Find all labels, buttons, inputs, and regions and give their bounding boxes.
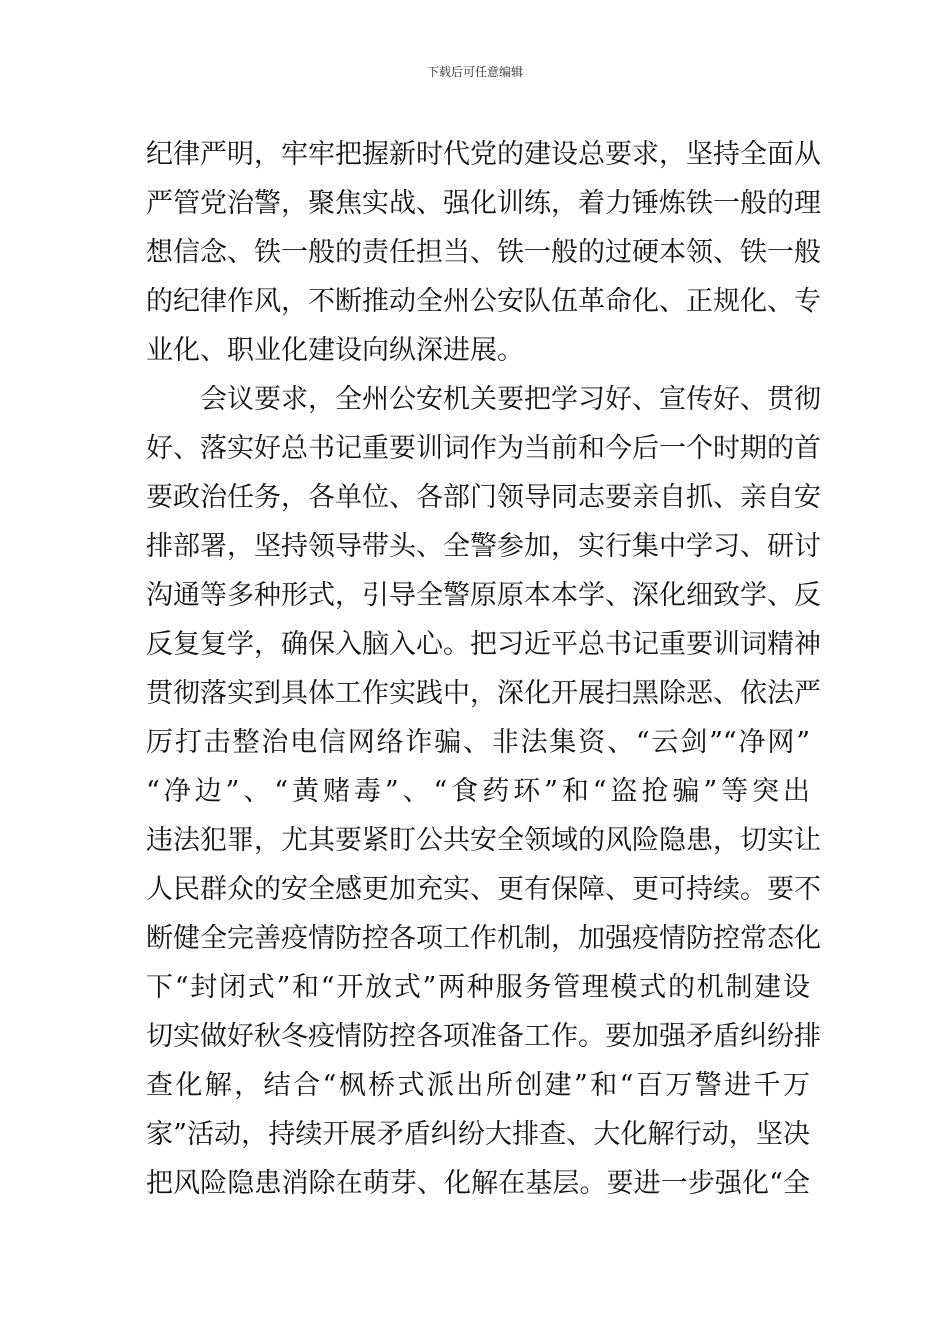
text-line: 要政治任务，各单位、各部门领导同志要亲自抓、亲自安 bbox=[146, 482, 821, 513]
document-body bbox=[146, 130, 821, 1208]
text-line: 把风险隐患消除在萌芽、化解在基层。要进一步强化“全 bbox=[146, 1168, 810, 1199]
text-line: 家”活动，持续开展矛盾纠纷大排查、大化解行动，坚决 bbox=[146, 1119, 810, 1150]
text-line: 断健全完善疫情防控各项工作机制，加强疫情防控常态化 bbox=[146, 923, 821, 954]
text-line: 的纪律作风，不断推动全州公安队伍革命化、正规化、专 bbox=[146, 286, 821, 317]
text-line: 人民群众的安全感更加充实、更有保障、更可持续。要不 bbox=[146, 874, 821, 905]
text-line: 反复复学，确保入脑入心。把习近平总书记重要训词精神 bbox=[146, 629, 821, 660]
text-line: 排部署，坚持领导带头、全警参加，实行集中学习、研讨 bbox=[146, 531, 821, 562]
text-line: 厉打击整治电信网络诈骗、非法集资、“云剑”“净网” bbox=[146, 727, 810, 758]
text-line: 想信念、铁一般的责任担当、铁一般的过硬本领、铁一般 bbox=[146, 237, 821, 268]
text-line: 好、落实好总书记重要训词作为当前和今后一个时期的首 bbox=[146, 433, 821, 464]
text-line: 下“封闭式”和“开放式”两种服务管理模式的机制建设 bbox=[146, 972, 810, 1003]
text-line: 贯彻落实到具体工作实践中，深化开展扫黑除恶、依法严 bbox=[146, 678, 821, 709]
page-header-note: 下载后可任意编辑 bbox=[426, 65, 523, 79]
text-line: 切实做好秋冬疫情防控各项准备工作。要加强矛盾纠纷排 bbox=[146, 1021, 821, 1052]
text-line: “净边”、“黄赌毒”、“食药环”和“盗抢骗”等突出 bbox=[146, 776, 810, 807]
text-line: 纪律严明，牢牢把握新时代党的建设总要求，坚持全面从 bbox=[146, 139, 821, 170]
text-line: 查化解，结合“枫桥式派出所创建”和“百万警进千万 bbox=[146, 1070, 810, 1101]
text-line: 违法犯罪，尤其要紧盯公共安全领域的风险隐患，切实让 bbox=[146, 825, 821, 856]
text-line: 业化、职业化建设向纵深进展。 bbox=[146, 335, 524, 366]
paragraph-start-line: 会议要求，全州公安机关要把学习好、宣传好、贯彻 bbox=[200, 384, 821, 415]
text-line: 严管党治警，聚焦实战、强化训练，着力锤炼铁一般的理 bbox=[146, 188, 821, 219]
text-line: 沟通等多种形式，引导全警原原本本学、深化细致学、反 bbox=[146, 580, 821, 611]
